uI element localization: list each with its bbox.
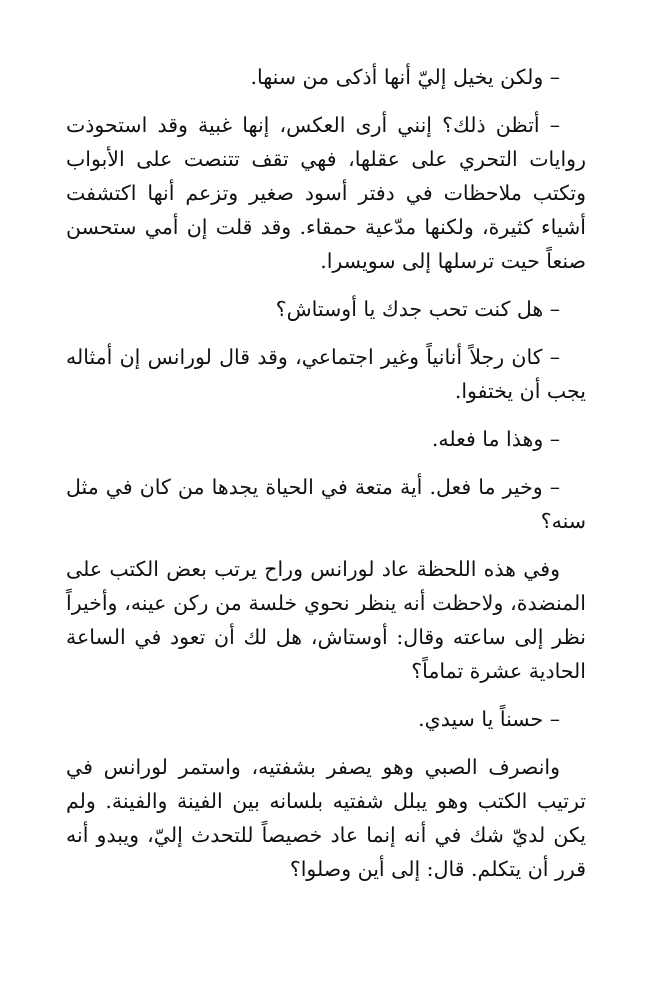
- paragraph-1: – ولكن يخيل إليّ أنها أذكى من سنها.: [250, 65, 560, 89]
- paragraph-3: – هل كنت تحب جدك يا أوستاش؟: [275, 297, 560, 321]
- paragraph-9: وانصرف الصبي وهو يصفر بشفتيه، واستمر لورانس في ترتيب الكتب وهو يبلل شفتيه بلسانه بين الفينة والفينة. ولم يكن لديّ شك في أنه إنما عاد خصيصاً للتحدث إليّ، ويبدو أنه قرر أن يتكلم. قال: إلى أين وصلوا؟: [66, 755, 586, 881]
- paragraph-2: – أتظن ذلك؟ إنني أرى العكس، إنها غبية وقد استحوذت روايات التحري على عقلها، فهي تقف تتنصت على الأبواب وتكتب ملاحظات في دفتر أسود صغير وتزعم أنها اكتشفت أشياء كثيرة، ولكنها مدّعية حمقاء. وقد قلت إن أمي ستحسن صنعاً حيت ترسلها إلى سويسرا.: [66, 113, 586, 273]
- paragraph-7: وفي هذه اللحظة عاد لورانس وراح يرتب بعض الكتب على المنضدة، ولاحظت أنه ينظر نحوي خلسة من ركن عينه، وأخيراً نظر إلى ساعته وقال: أوستاش، هل لك أن تعود في الساعة الحادية عشرة تماماً؟: [66, 557, 586, 683]
- paragraph-5: – وهذا ما فعله.: [431, 427, 560, 451]
- paragraph-6: – وخير ما فعل. أية متعة في الحياة يجدها من كان في مثل سنه؟: [66, 475, 586, 533]
- book-page: [66, 60, 586, 900]
- paragraph-8: – حسناً يا سيدي.: [418, 707, 560, 731]
- paragraph-4: – كان رجلاً أنانياً وغير اجتماعي، وقد قال لورانس إن أمثاله يجب أن يختفوا.: [66, 345, 586, 403]
